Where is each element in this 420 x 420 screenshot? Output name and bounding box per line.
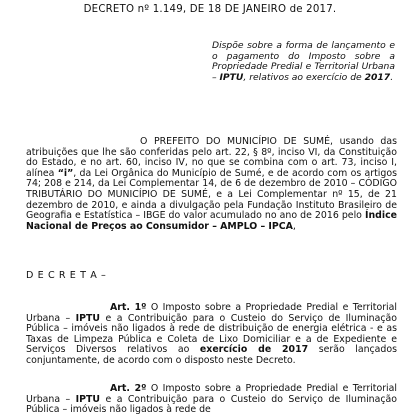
article-text: O Imposto sobre a Propriedade Predial e Territorial Urbana – <box>26 383 398 405</box>
article-label: Art. 1º <box>110 302 147 313</box>
ementa-text: , relativos ao exercício de <box>243 71 365 83</box>
article-text: O Imposto sobre a Propriedade Predial e Territorial Urbana – <box>26 302 398 324</box>
article-text: e a Contribuição para o Custeio do Serviço de Iluminação Pública – imóveis não ligados à rede de <box>26 393 398 416</box>
preamble-bold-alinea: “i” <box>57 167 74 179</box>
preamble-bold-index: Índice Nacional de Preços ao Consumidor – AMPLO – IPCA <box>26 210 397 232</box>
decree-preamble <box>26 137 397 232</box>
article-1 <box>26 303 397 367</box>
decree-ementa <box>212 41 395 83</box>
article-2 <box>26 384 397 416</box>
article-bold-iptu: IPTU <box>75 393 101 405</box>
ementa-text: Dispõe sobre a forma de lançamento e o pagamento do Imposto sobre a Propriedade Predial e Territorial Urbana – <box>212 40 395 83</box>
preamble-text: O PREFEITO DO MUNICÍPIO DE SUMÉ, usando das atribuições que lhe são conferidas pelo art. 22, § 8º, inciso VI, da Constituição do Estado, e no art. 60, inciso IV, no que se combina com o art. 73, inciso I, alínea <box>26 136 397 179</box>
article-text: e a Contribuição para o Custeio do Serviço de Iluminação Pública – imóveis não ligados à rede de distribuição de energia elétrica - e as Taxas de Limpeza Pública e Coleta de Lixo Domiciliar e a de Expediente e Serviços Diversos relativos ao <box>26 312 398 356</box>
ementa-text: . <box>390 71 394 83</box>
preamble-text: , da Lei Orgânica do Município de Sumé, e de acordo com os artigos 74; 208 e 214, da Lei Complementar 14, de 6 de dezembro de 2010 – CÓDIGO TRIBUTÁRIO DO MUNICÍPIO DE SUMÉ, e a Lei Complementar nº 15, de 21 dezembro de 2010, e ainda a divulgação pela Fundação Instituto Brasileiro de Geografia e Estatística – IBGE do valor acumulado no ano de 2016 pelo <box>26 167 397 222</box>
article-bold-year: exercício de 2017 <box>199 344 309 356</box>
decreta-heading: D E C R E T A – <box>26 270 107 281</box>
article-bold-iptu: IPTU <box>75 312 101 324</box>
article-text: serão lançados conjuntamente, de acordo com o disposto neste Decreto. <box>26 344 397 366</box>
ementa-bold-year: 2017 <box>364 71 391 83</box>
article-label: Art. 2º <box>110 383 147 394</box>
ementa-bold-iptu: IPTU <box>219 71 244 83</box>
decree-title: DECRETO nº 1.149, DE 18 DE JANEIRO de 2017. <box>83 4 337 15</box>
preamble-text: , <box>292 220 296 232</box>
